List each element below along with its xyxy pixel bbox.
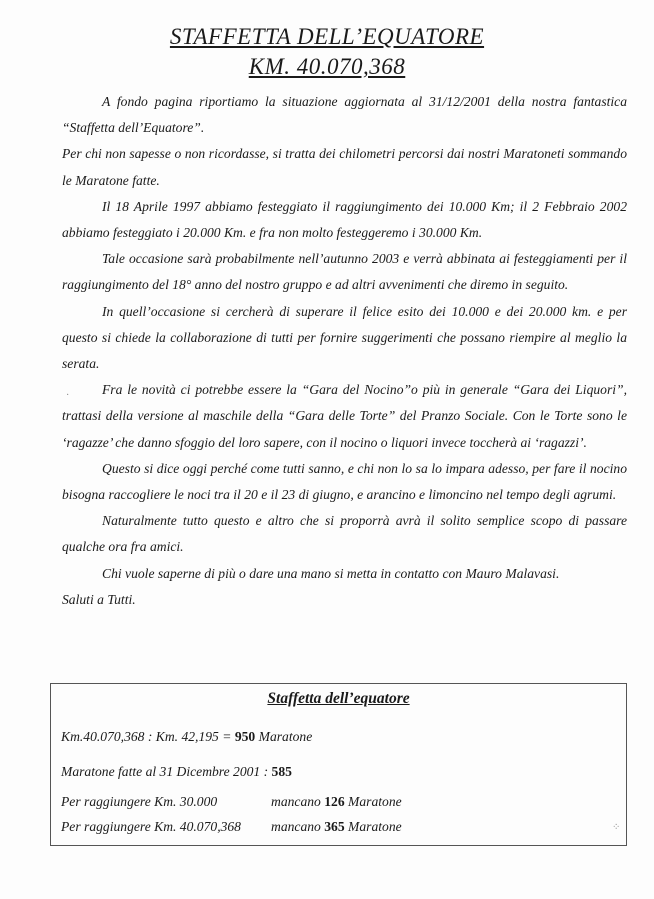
summary-row-equator-text: Per raggiungere Km. 40.070,368 xyxy=(61,819,241,834)
paragraph-6: Fra le novità ci potrebbe essere la “Gara del Nocino”o più in generale “Gara dei Liquori”, trattasi della versione al maschile della “Gara delle Torte” del Pranzo Sociale. Con le Torte sono le ‘ragazze’ che danno sfoggio del loro sapere, con il nocino o liquori invece toccherà ai ‘ragazzi’. xyxy=(62,382,627,450)
scan-speck: · xyxy=(66,390,70,401)
paragraph-1: A fondo pagina riportiamo la situazione aggiornata al 31/12/2001 della nostra fantastica “Staffetta dell’Equatore”. xyxy=(62,94,627,136)
summary-row-30000-text: Per raggiungere Km. 30.000 xyxy=(61,794,218,809)
paragraph-9: Chi vuole saperne di più o dare una mano si metta in contatto con Mauro Malavasi. xyxy=(102,565,560,581)
document-subtitle: KM. 40.070,368 xyxy=(248,54,406,79)
summary-row-30000-value: 126 xyxy=(324,794,345,809)
summary-row-equator-mid: mancano xyxy=(271,819,321,834)
summary-row-total-value: 950 xyxy=(234,729,256,744)
summary-row-done xyxy=(61,764,292,780)
document-title: STAFFETTA DELL’EQUATORE xyxy=(169,24,485,49)
summary-row-30000-unit: Maratone xyxy=(348,794,402,809)
paragraph-3: Il 18 Aprile 1997 abbiamo festeggiato il raggiungimento dei 10.000 Km; il 2 Febbraio 2002 abbiamo festeggiato i 20.000 Km. e fra non molto festeggeremo i 30.000 Km. xyxy=(62,198,627,241)
closing-line: Saluti a Tutti. xyxy=(62,591,136,607)
summary-row-total xyxy=(61,729,312,745)
paragraph-7: Questo si dice oggi perché come tutti sanno, e chi non lo sa lo impara adesso, per fare il nocino bisogna raccogliere le noci tra il 20 e il 23 di giugno, e arancino e limoncino nel tempo degli agrumi. xyxy=(62,460,627,503)
paragraph-5: In quell’occasione si cercherà di superare il felice esito dei 10.000 e dei 20.000 km. e per questo si chiede la collaborazione di tutti per fornire suggerimenti che possano riempire al meglio la serata. xyxy=(62,303,627,372)
summary-row-equator-remaining xyxy=(271,819,402,835)
summary-row-done-value: 585 xyxy=(271,764,292,779)
paragraph-8: Naturalmente tutto questo e altro che si proporrà avrà il solito semplice scopo di passare qualche ora fra amici. xyxy=(62,513,627,555)
summary-row-30000-remaining xyxy=(271,794,402,810)
summary-row-30000 xyxy=(61,794,402,810)
summary-box xyxy=(50,683,627,846)
summary-row-equator-unit: Maratone xyxy=(348,819,402,834)
summary-row-done-text: Maratone fatte al 31 Dicembre 2001 : xyxy=(61,764,269,779)
document-body xyxy=(62,89,627,613)
summary-row-total-unit: Maratone xyxy=(258,729,313,744)
summary-row-30000-mid: mancano xyxy=(271,794,321,809)
summary-row-total-text: Km.40.070,368 : Km. 42,195 = xyxy=(61,729,232,744)
summary-row-equator-value: 365 xyxy=(324,819,345,834)
paragraph-2: Per chi non sapesse o non ricordasse, si tratta dei chilometri percorsi dai nostri Maratoneti sommando le Maratone fatte. xyxy=(62,146,627,188)
paragraph-4: Tale occasione sarà probabilmente nell’autunno 2003 e verrà abbinata ai festeggiamenti per il raggiungimento del 18° anno del nostro gruppo e ad altri avvenimenti che diremo in seguito. xyxy=(62,251,627,293)
scan-speck: ⁘ xyxy=(612,822,621,833)
summary-row-equator xyxy=(61,819,402,835)
summary-box-title: Staffetta dell’equatore xyxy=(267,690,410,707)
